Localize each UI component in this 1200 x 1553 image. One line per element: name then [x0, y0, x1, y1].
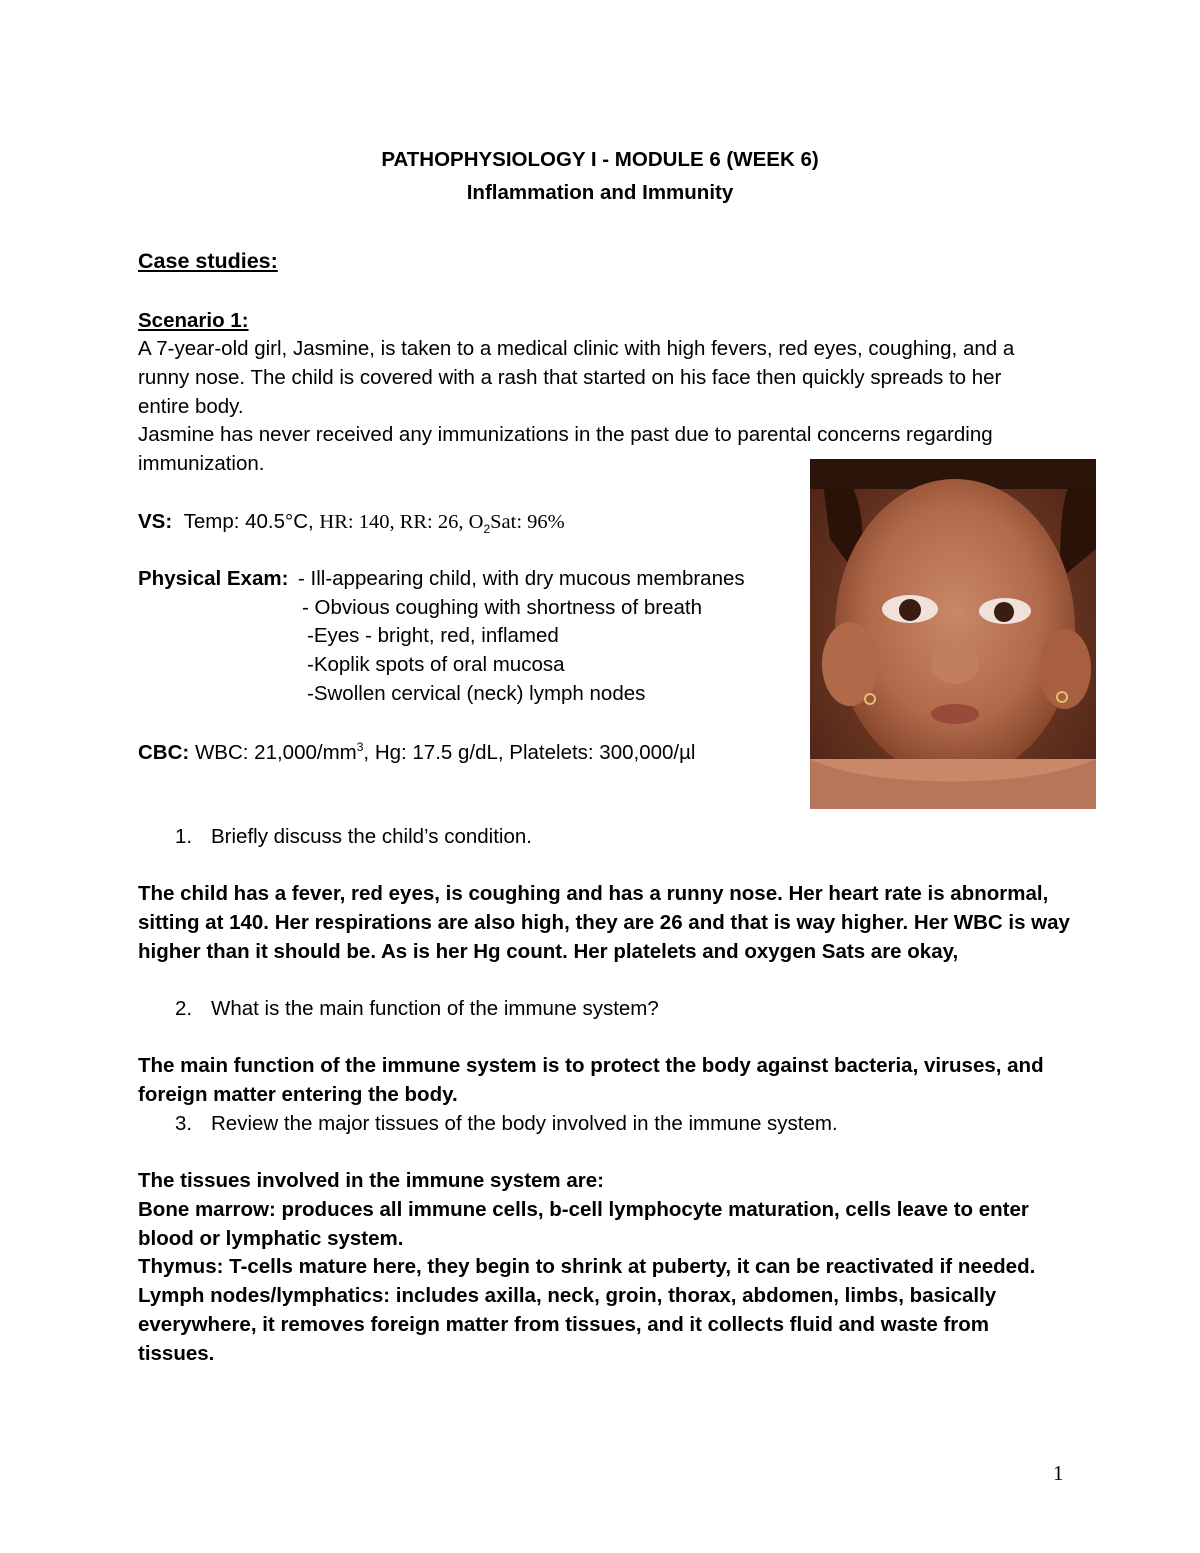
answer-line: The tissues involved in the immune system are: — [138, 1169, 604, 1192]
answer-line: Thymus: T-cells mature here, they begin to shrink at puberty, it can be reactivated if needed. — [138, 1255, 1036, 1278]
exam-finding: - Ill-appearing child, with dry mucous membranes — [298, 567, 745, 590]
answer-line: The main function of the immune system is to protect the body against bacteria, viruses, and — [138, 1054, 1044, 1077]
question-text: Briefly discuss the child’s condition. — [211, 825, 532, 848]
exam-finding: - Obvious coughing with shortness of breath — [302, 596, 702, 619]
wbc-value: WBC: 21,000/mm — [194, 740, 357, 764]
document-subtitle: Inflammation and Immunity — [466, 181, 734, 204]
page-number: 1 — [1053, 1461, 1064, 1485]
wbc-superscript: 3 — [356, 740, 364, 754]
question-number: 1. — [175, 825, 193, 848]
scenario-line: entire body. — [138, 395, 244, 418]
answer-line: sitting at 140. Her respirations are also high, they are 26 and that is way higher. Her WBC is way — [138, 911, 1070, 934]
exam-finding: -Koplik spots of oral mucosa — [307, 653, 565, 676]
sat-value: Sat: 96% — [490, 511, 565, 533]
hr-rr-values: HR: 140, RR: 26, O — [319, 511, 484, 533]
child-face-illustration — [810, 459, 1096, 809]
scenario-line: immunization. — [138, 452, 265, 475]
scenario-line: runny nose. The child is covered with a rash that started on his face then quickly spreads to her — [138, 366, 1002, 389]
scenario-line: A 7-year-old girl, Jasmine, is taken to a medical clinic with high fevers, red eyes, coughing, and a — [138, 337, 1015, 360]
temp-value: Temp: 40.5°C, — [183, 510, 320, 533]
cbc-line — [138, 741, 695, 763]
physical-exam-label: Physical Exam: — [138, 567, 289, 590]
answer-line: The child has a fever, red eyes, is coughing and has a runny nose. Her heart rate is abnormal, — [138, 882, 1049, 905]
scenario-line: Jasmine has never received any immunizations in the past due to parental concerns regarding — [138, 423, 993, 446]
document-title: PATHOPHYSIOLOGY I - MODULE 6 (WEEK 6) — [381, 148, 819, 171]
question-number: 3. — [175, 1112, 193, 1135]
cbc-label: CBC: — [138, 740, 190, 764]
answer-line: everywhere, it removes foreign matter from tissues, and it collects fluid and waste from — [138, 1313, 990, 1336]
answer-line: Bone marrow: produces all immune cells, b-cell lymphocyte maturation, cells leave to enter — [138, 1198, 1029, 1221]
answer-line: foreign matter entering the body. — [138, 1083, 458, 1106]
scenario-label: Scenario 1: — [138, 309, 249, 332]
vital-signs-line — [138, 512, 565, 535]
answer-line: higher than it should be. As is her Hg count. Her platelets and oxygen Sats are okay, — [138, 940, 959, 963]
exam-finding: -Eyes - bright, red, inflamed — [307, 624, 559, 647]
question-text: Review the major tissues of the body involved in the immune system. — [211, 1112, 838, 1135]
o2-subscript: 2 — [483, 522, 491, 537]
answer-line: blood or lymphatic system. — [138, 1227, 404, 1250]
question-number: 2. — [175, 997, 193, 1020]
exam-finding: -Swollen cervical (neck) lymph nodes — [307, 682, 646, 705]
answer-line: Lymph nodes/lymphatics: includes axilla, neck, groin, thorax, abdomen, limbs, basically — [138, 1284, 997, 1307]
question-text: What is the main function of the immune system? — [211, 997, 659, 1020]
case-studies-heading: Case studies: — [138, 249, 278, 273]
patient-photo — [810, 459, 1096, 809]
answer-line: tissues. — [138, 1342, 215, 1365]
cbc-rest: , Hg: 17.5 g/dL, Platelets: 300,000/µl — [363, 740, 696, 764]
vital-signs-label: VS: — [138, 510, 173, 533]
